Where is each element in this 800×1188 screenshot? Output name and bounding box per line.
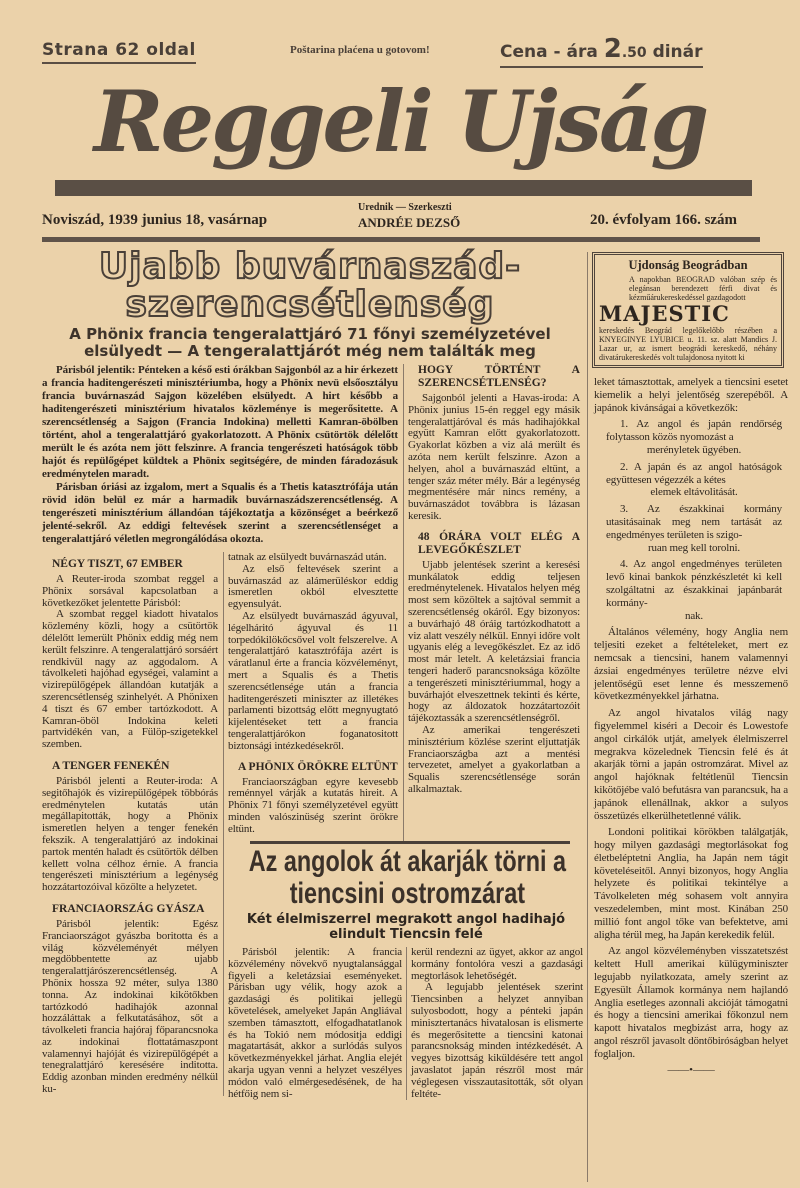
second-column-a [228, 947, 402, 1100]
price-big: 2 [603, 34, 622, 64]
paragraph: Párisból jelenti a Reuter-iroda: A segitőhajók és vizirepülőgépek többórás eredménytelen kutatás után megállapitották, hogy a Phönix ismeretlen helyen a tenger fenekén fekszik. A tengeralattjáró az indokinai partok mentén haladt és csütörtök délben kellett volna célhoz érnie. A francia tengerészeti minisztérium a legénység hozzátartozóival közölte a helyzetet. [42, 774, 218, 894]
section-heading: FRANCIAORSZÁG GYÁSZA [52, 902, 205, 915]
demand-text: 3. Az északkinai kormány utasitásainak meg nem tartását az engedményes területen is szigo- [606, 503, 782, 541]
editor-name: ANDRÉE DEZSŐ [358, 215, 461, 230]
advertisement [592, 252, 784, 368]
paragraph: leket támasztottak, amelyek a tiencsini esetet kiemelik a helyi jelentőség szerepéből. A japánok kivánságai a következők: [594, 376, 788, 414]
demand-item [606, 461, 782, 499]
paragraph: Sajgonból jelenti a Havas-iroda: A Phönix junius 15-én reggel egy másik tengeralattjáróval és más hadihajókkal együtt Kamran előtt gyakorlatozott. Gyakorlat közben a viz alá merült és azóta nem került felszinre. Azon a helyen, ahol a buvárnaszád eltünt, a tenger száz méter mély. Bár a legénység megmentésére már nincs remény, a buvárnaszádot továbbra is lázasan keresik. [408, 392, 580, 522]
paragraph: Franciaországban egyre kevesebb reménnyel várják a kutatás hireit. A Phönix 71 főnyi személyzetével együtt minden valószinüség szerint örökre eltünt. [228, 775, 398, 835]
postage-note: Poštarina plaćena u gotovom! [290, 44, 430, 56]
section-heading: 48 ÓRÁRA VOLT ELÉG A LEVEGŐKÉSZLET [418, 530, 580, 556]
second-headline: Az angolok át akarják törni a tiencsini ostromzárat [248, 845, 567, 910]
headline-line-2: szerencsétlenség [125, 284, 495, 325]
column-divider [587, 252, 588, 1182]
demand-text: 2. A japán és az angol hatóságok együttesen végezzék a kétes [606, 460, 782, 486]
lead-paragraph: Párisban óriási az izgalom, mert a Squalis és a Thetis katasztrófája után rövid idön belül ez már a harmadik buvárnaszádszerencsétlenség. A tengerészeti minisztérium állandóan tájékoztatja a közönséget a beérkező jelenté-sekről. Az eddigi feltevések szerint a szerencsétlenséget a tengeralattjáró véletlen megrongálódása okozta. [42, 481, 398, 545]
section-rule [250, 841, 570, 844]
paragraph: Az angol hivatalos világ nagy figyelemmel kiséri a Decoir és Lowestofe angol cirkálók utját, amelyek élelmiszerrel megrakva közelednek Tiencsin felé és át akarják törni a japán ostromzárat. Mivel az angol hajóknak feltétlenül Tiencsin kikötőjébe való befutásra van parancsuk, ha a japánok ellenállnak, akkor a sulyos összetüzés elkerülhetetlenné válik. [594, 707, 788, 822]
paragraph: Ujabb jelentések szerint a keresési munkálatok eddig teljesen eredménytelenek. Hivatalos helyen még most sem közöltek a sajtóval semmit a szerencsétlenség okáról. Egy bizonyos: a buvárhajó 48 óráig tartózkodhatott a viz alatt veszély nélkül. Ennyi időre volt ugyanis elég a levegőkészlet. Ez az idő most már letelt. A keletázsiai francia tengeri haderő parancsnoksága közölte a tengerészeti minisztériummal, hogy a buvárhajót elveszettnek tekinti és kérte, hogy az áldozatok hozzátartozóit tájékoztassák a szerencsétlenségről. [408, 558, 580, 725]
paragraph: kerül rendezni az ügyet, akkor az angol kormány fontolóra veszi a gazdasági megtorlások lehetőségét. [411, 946, 583, 982]
paragraph: Az angol közvéleményben visszatetszést keltett Hull amerikai külügyminiszter legujabb nyilatkozata, amely szerint az Egyesült Államok kormánya nem hajlandó Anglia esetleges azonnali akcióját támogatni és hogy a tiencsini amerikai főkonzul nem kapott hivatalos megbizást arra, hogy az angol részről javasolt döntőbiróságban helyet foglaljon. [594, 945, 788, 1060]
section-heading: HOGY TÖRTÉNT A SZERENCSÉTLENSÉG? [418, 364, 580, 389]
column-3 [408, 364, 580, 796]
ad-title: Ujdonság Beográdban [628, 258, 748, 272]
column-4 [594, 376, 788, 1076]
column-divider [403, 364, 404, 841]
column-1 [42, 552, 218, 1096]
masthead-bar [55, 180, 752, 196]
price-small: .50 [621, 45, 647, 61]
second-column-b [411, 947, 583, 1100]
section-heading: A TENGER FENEKÉN [52, 759, 170, 772]
paragraph: Az elsülyedt buvárnaszád ágyuval, légelháritó ágyuval és 11 torpedókilökőcsővel volt felszerelve. A tengeralattjáró katasztrófája azért is váratlanul érte a francia közvéleményt, mert a Squalis és a Thetis szerencsétlensége után a francia haditengerészeti miniszter az illetékes parlamenti bizottság előtt megnyugtató kijelentéseket tett a francia tengeralattjárókon foganatositott biztonsági intézkedésekről. [228, 609, 398, 752]
main-headline [40, 248, 580, 324]
price [500, 34, 703, 68]
demand-tail: merényletek ügyében. [646, 443, 742, 456]
column-divider [223, 552, 224, 1096]
demand-tail: ruan meg kell torolni. [647, 541, 740, 554]
second-subheadline: Két élelmiszerrel megrakott angol hadihajó elindult Tiencsin felé [246, 912, 566, 942]
paragraph: Londoni politikai körökben találgatják, hogy milyen gazdasági megtorlásokat fog életbeléptetni Anglia, ha Japán nem tágit követeléseitől. Annyi bizonyos, hogy Anglia helyzete és politikai tekintélye a Távolkeleten még sohasem volt annyira veszedelemben, mint most. Kinában 250 millió font angol tőke van befektetve, ami aligha térül meg, ha Japán kerekedik felül. [594, 826, 788, 941]
column-2 [228, 552, 398, 836]
demand-text: 4. Az angol engedményes területen levő kinai bankok pénzkészletét ki kell szolgáltatni az északkinai japánbarát kormány- [606, 558, 782, 609]
ad-intro: A napokban BEOGRAD valóban szép és elegánsan berendezett férfi divat és kézműárukereskedéssel gazdagodott [629, 275, 777, 302]
ad-brand: MAJESTIC [599, 301, 730, 326]
paragraph: Párisból jelentik: A francia közvélemény növekvő nyugtalansággal figyeli a keletázsiai eseményeket. Párisban ugy vélik, hogy azok a gazdasági és politikai jellegü követelések, amelyeket Japán Angliával szemben támasztott, elfogadhatatlanok és ha Tokió nem módositja eddigi magatartását, akkor a surlódás sulyos következményekkel járhat. Anglia elejét akarja ugyan venni a helyzet veszélyes módon való elmérgesedésének, de ha hétfőig nem si- [228, 946, 402, 1100]
paragraph: A Reuter-iroda szombat reggel a Phönix sorsával kapcsolatban a következőket jelentette Párisból: [42, 573, 218, 609]
paragraph: Az amerikai tengerészeti minisztérium közlése szerint eljuttatják Franciaországba azt a mentési tervezetet, amelyet a gyakorlatban a Squalis szerencsétlensége során alkalmaztak. [408, 723, 580, 795]
demand-item [606, 558, 782, 622]
demand-tail: elemek eltávolitását. [650, 486, 738, 499]
demand-item [606, 418, 782, 456]
paragraph: Általános vélemény, hogy Anglia nem teljesiti ezeket a feltételeket, mert ez nemcsak a tiencsini, hanem valamennyi ázsiai engedményes területre nézve elvi jelentőségü eset lenne és messzemenő következményekkel járhatna. [594, 626, 788, 703]
column-divider [406, 947, 407, 1100]
paragraph: Az első feltevések szerint a buvárnaszád az alámerüléskor eddig ismeretlen okból elvesztette egyensulyát. [228, 562, 398, 611]
headline-line-1: Ujabb buvárnaszád- [98, 246, 522, 287]
price-unit: dinár [652, 42, 703, 62]
lead-text [42, 364, 398, 546]
price-prefix: Cena - ára [500, 42, 598, 62]
page-count: Strana 62 oldal [42, 40, 196, 64]
masthead-rule [42, 237, 760, 242]
end-ornament: ——•—— [667, 1063, 715, 1076]
section-heading: NÉGY TISZT, 67 EMBER [52, 558, 183, 570]
ad-body: kereskedés Beográd legelőkelőbb részében a KNYEGINYE LYUBICE u. 11. sz. alatt Mandics J. Lazar ur, az ismert beográdi kereskedő, néhány divatárukereskedés volt tulajdonosa nyitott ki [599, 326, 777, 362]
lead-paragraph: Párisból jelentik: Pénteken a késő esti órákban Sajgonból az a hir érkezett a francia haditengerészeti minisztériumba, hogy a Phönix nevü elsőosztályu francia buvárnaszád Sajgon közelében elsülyedt. A hirt később a haditengerészeti minisztérium hivatalos közleménye is megerősitette. A szerencsétlenség a Sajgon (Francia Indokina) melletti Kamran-öbölben történt, ahol a tengeralattjáró gyakorlatozott. A Phönix csütörtök délelőtt merült le és azóta nem jött felszinre. A francia tengerészeti hatóságok több hajót és repülőgépet küldtek a Phönix segitségére, de minden fáradozásuk eredménytelen maradt. [42, 364, 398, 480]
paragraph: tatnak az elsülyedt buvárnaszád után. [228, 551, 387, 563]
demand-tail: nak. [684, 609, 704, 622]
issue-number: 20. évfolyam 166. szám [590, 212, 738, 228]
editor-label: Urednik — Szerkeszti [358, 202, 452, 213]
paragraph: A szombat reggel kiadott hivatalos közlemény közli, hogy a csütörtök délelőtt lemerült Phönix eddig még nem került felszinre. A tengeralattjáró sorsáért rendkivül nagy az aggodalom. A távolkeleti hajóhad egységei, valamint a vizirepülőgépek állandóan kutatják a szerencsétlenség szinhelyét. A Phönixen 4 tiszt és 67 ember tartózkodott. A Kamran-öböl Indokina keleti partvidékén van, a Fülöp-szigetekkel szemben. [42, 608, 218, 751]
demand-item [606, 503, 782, 554]
main-subheadline: A Phönix francia tengeralattjáró 71 főnyi személyzetével elsülyedt — A tengeralattjárót még nem találták meg [69, 325, 551, 360]
section-heading: A PHÖNIX ÖRÖKRE ELTÜNT [238, 760, 398, 773]
demand-text: 1. Az angol és japán rendőrség folytasson közös nyomozást a [606, 418, 782, 444]
paragraph: Párisból jelentik: Egész Franciaországot gyászba boritotta és a világ közvéleményét mélyen megdöbbentette az ujabb tengeralattjárószerencsétlenség. A Phönix hossza 92 méter, sulya 1380 tonna. Az indokinai kikötőkben tartózkodó hadihajók azonnal hozzáláttak a felkutatásához, sőt a távolkeleti francia hajóraj főparancsnoka az indokinai flottatámaszpont valamennyi hajóját és vizirepülőgépét a tenegralattjáró keresésére inditotta. Eddig azonban minden eredmény nélkül ku- [42, 917, 218, 1096]
newspaper-title: Reggeli Ujság [93, 72, 707, 171]
issue-date: Noviszád, 1939 junius 18, vasárnap [42, 212, 268, 228]
paragraph: A legujabb jelentések szerint Tiencsinben a helyzet annyiban sulyosbodott, hogy a pénteki japán minisztertanács hivatalosan is elismerte és megerősitette a tiencsini katonai parancsnokság minden intézkedését. A vegyes bizottság kiküldésére tett angol javaslatot japán részről most már véglegesen visszautasitották, sőt olyan feltéte- [411, 981, 583, 1100]
